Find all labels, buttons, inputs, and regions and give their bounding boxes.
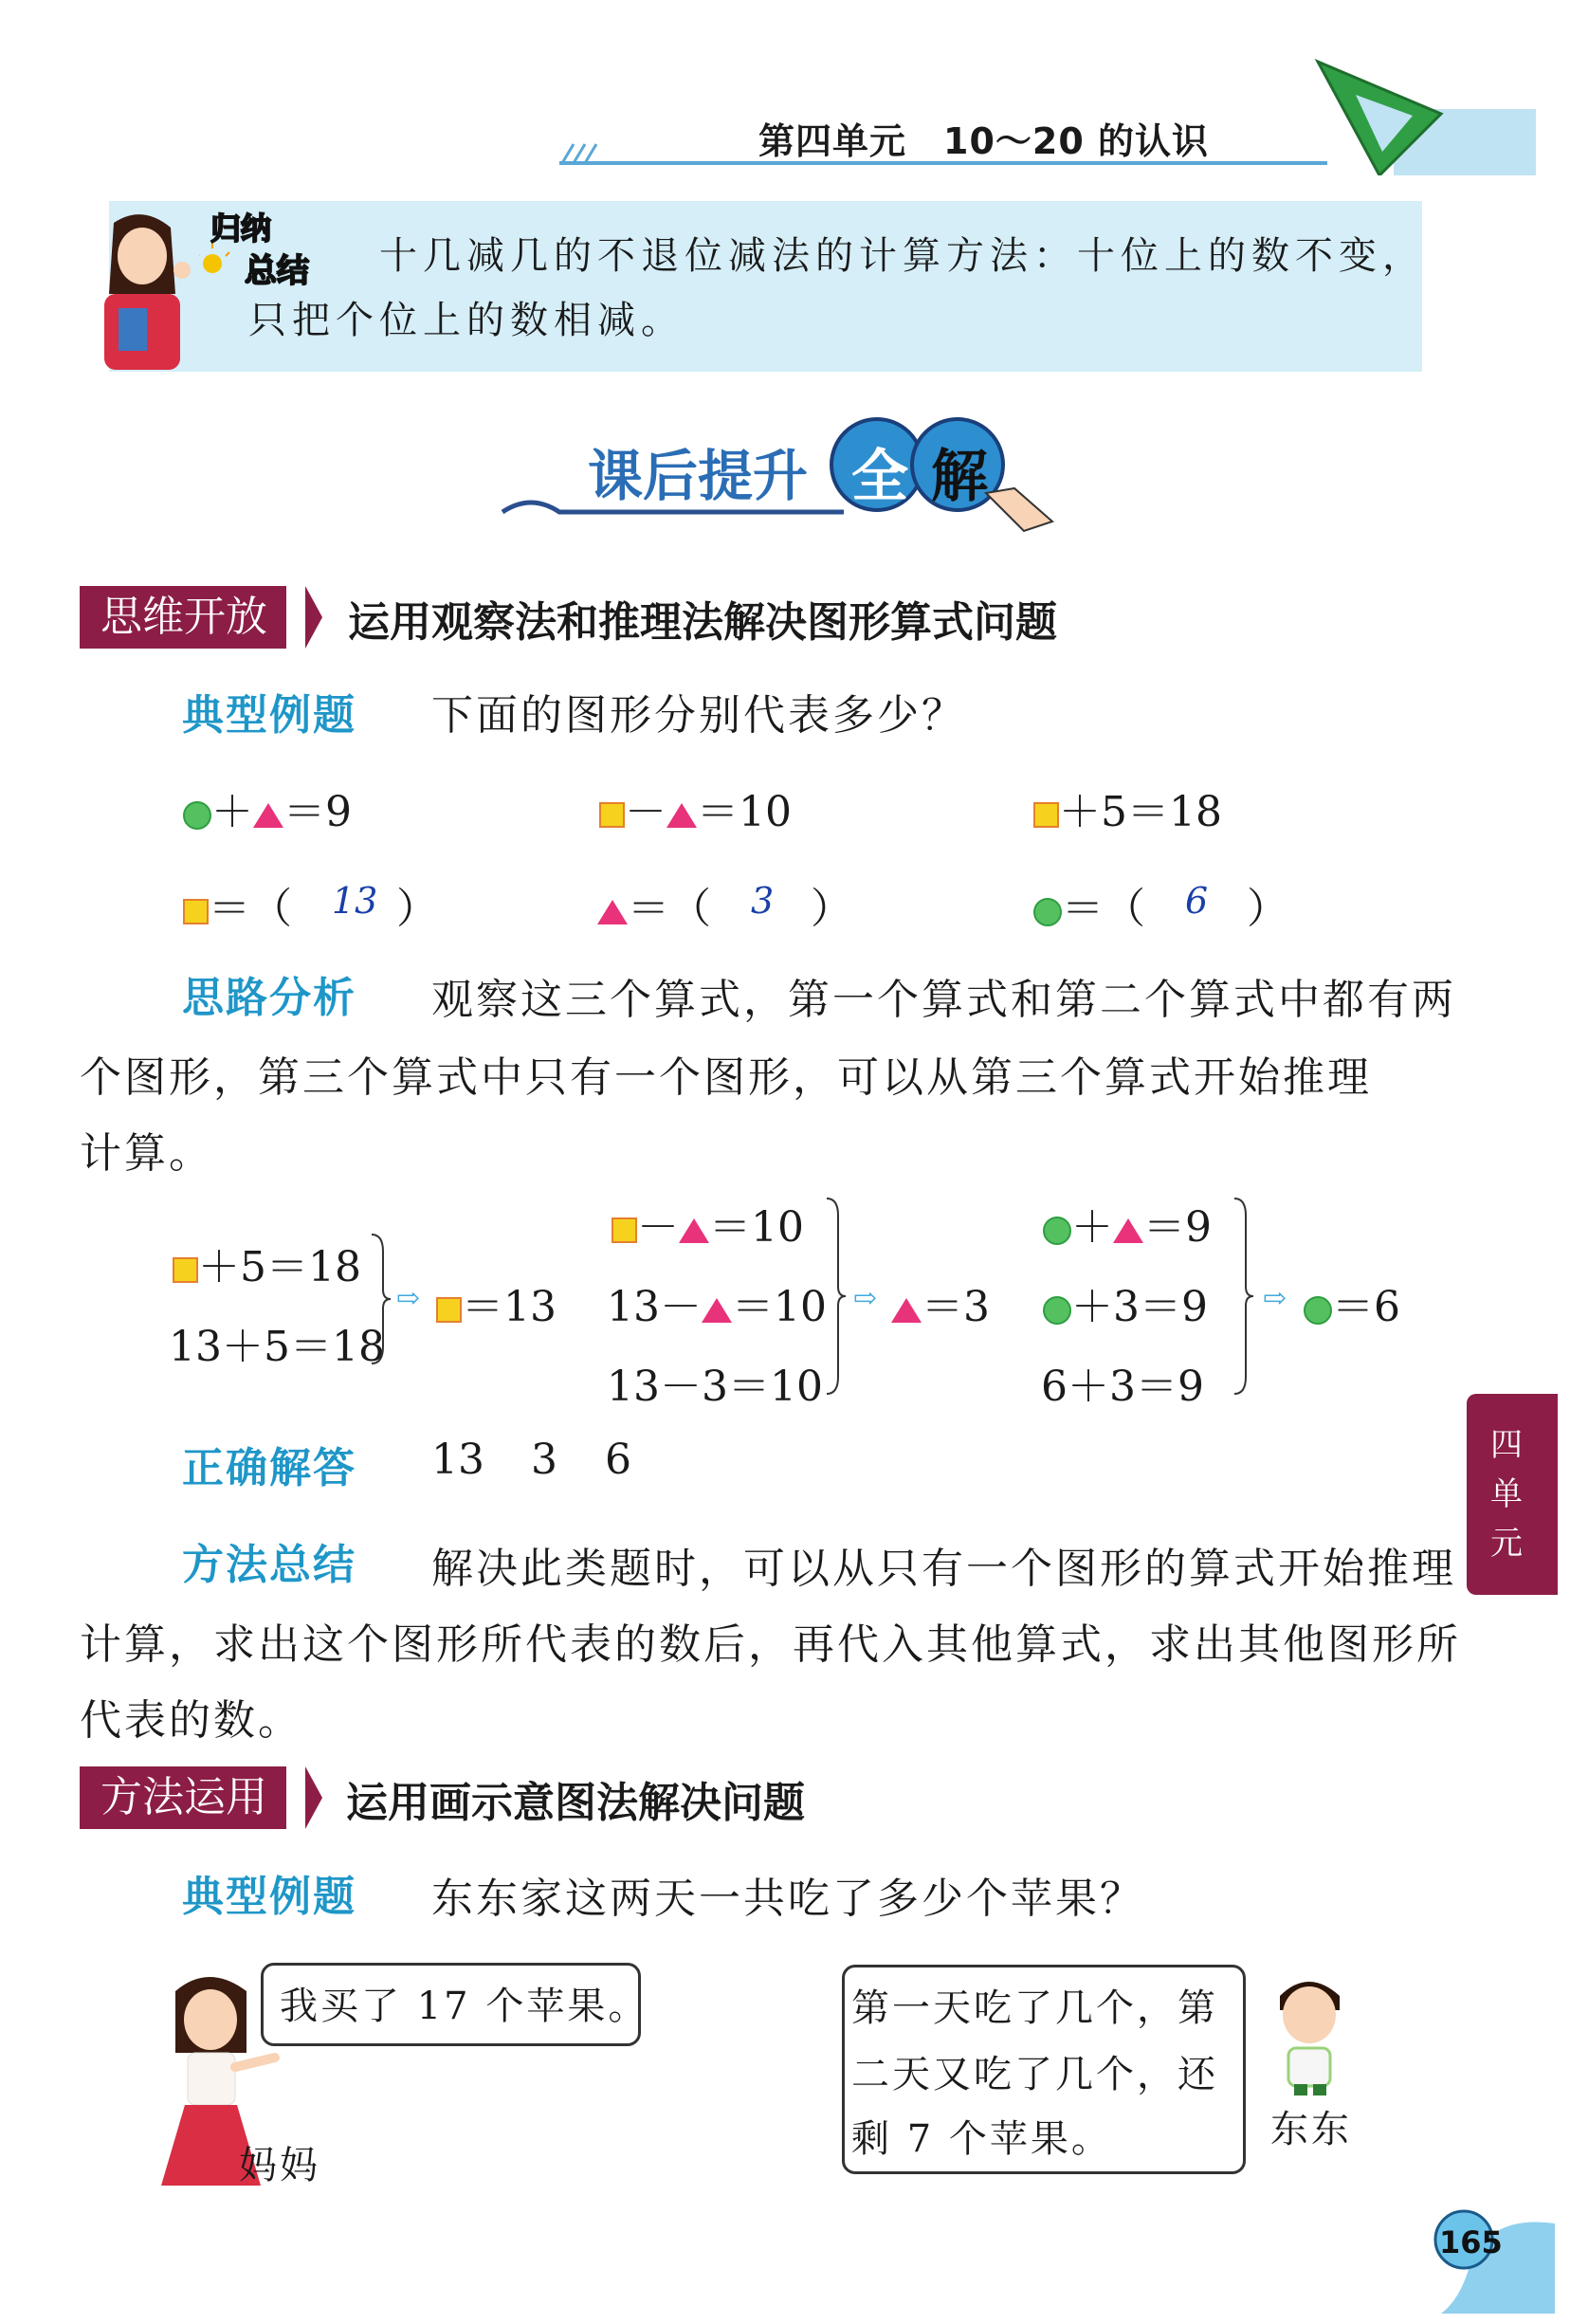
example-label-1: 典型例题 bbox=[182, 691, 356, 740]
analysis-label: 思路分析 bbox=[182, 974, 356, 1022]
summary-badge-line2: 总结 bbox=[245, 252, 309, 290]
side-tab-char-3: 元 bbox=[1490, 1525, 1523, 1563]
derivation-a-result: ＝13 bbox=[436, 1272, 557, 1333]
answer-circle-value: 6 bbox=[1185, 880, 1209, 922]
triangle-shape bbox=[666, 803, 697, 828]
example-question-1: 下面的图形分别代表多少？ bbox=[431, 691, 966, 740]
analysis-line3: 计算。 bbox=[80, 1129, 213, 1178]
answer-value-3: 6 bbox=[605, 1436, 631, 1484]
derivation-c-result: ＝6 bbox=[1304, 1272, 1400, 1333]
equation-3: ＋5＝18 bbox=[1033, 778, 1222, 838]
derivation-a-line2: 13＋5＝18 bbox=[169, 1323, 385, 1371]
derivation-b-result: ＝3 bbox=[891, 1272, 990, 1333]
method-label: 方法总结 bbox=[182, 1541, 356, 1589]
implies-arrow-icon: ⇨ bbox=[1263, 1282, 1287, 1315]
analysis-line1: 观察这三个算式，第一个算式和第二个算式中都有两 bbox=[431, 976, 1456, 1024]
square-shape bbox=[173, 1257, 198, 1283]
side-tab-char-2: 单 bbox=[1490, 1475, 1523, 1513]
mom-speech-text: 我买了 17 个苹果。 bbox=[280, 1985, 649, 2028]
answer-circle: ＝（ bbox=[1033, 874, 1145, 935]
brace-a bbox=[370, 1233, 392, 1365]
header-hatch-decoration bbox=[557, 142, 614, 163]
section-title-1: 运用观察法和推理法解决图形算式问题 bbox=[348, 598, 1057, 647]
derivation-c-line2: ＋3＝9 bbox=[1043, 1272, 1208, 1333]
analysis-line2: 个图形，第三个算式中只有一个图形，可以从第三个算式开始推理 bbox=[80, 1053, 1372, 1102]
boy-name-label: 东东 bbox=[1270, 2108, 1352, 2151]
section-tag-method: 方法运用 bbox=[80, 1766, 286, 1829]
summary-text-line1: 十几减几的不退位减法的计算方法：十位上的数不变， bbox=[379, 234, 1426, 278]
triangle-shape bbox=[253, 803, 283, 828]
mom-name-label: 妈妈 bbox=[239, 2144, 320, 2187]
boy-speech-line3: 剩 7 个苹果。 bbox=[851, 2117, 1112, 2161]
answer-triangle-value: 3 bbox=[751, 880, 775, 922]
triangle-shape bbox=[597, 900, 628, 924]
circle-shape bbox=[183, 801, 211, 830]
summary-badge-line1: 归纳 bbox=[210, 210, 272, 247]
derivation-c-line1: ＋ ＝9 bbox=[1043, 1193, 1212, 1253]
derivation-c-line3: 6＋3＝9 bbox=[1041, 1363, 1204, 1411]
circle-shape bbox=[1033, 898, 1062, 926]
answer-square-value: 13 bbox=[332, 880, 378, 922]
equation-2: － ＝10 bbox=[599, 778, 792, 838]
answer-square-close: ） bbox=[396, 885, 438, 933]
triangle-shape bbox=[1113, 1218, 1143, 1243]
section-title-2: 运用画示意图法解决问题 bbox=[346, 1779, 805, 1827]
answer-square: ＝（ bbox=[183, 874, 292, 935]
boy-illustration bbox=[1266, 1972, 1351, 2095]
example-label-2: 典型例题 bbox=[182, 1873, 356, 1921]
derivation-b-line1: － ＝10 bbox=[612, 1193, 804, 1253]
set-square-icon bbox=[1299, 57, 1536, 175]
example-question-2: 东东家这两天一共吃了多少个苹果？ bbox=[431, 1875, 1144, 1923]
implies-arrow-icon: ⇨ bbox=[853, 1282, 878, 1315]
section-tag-tail bbox=[305, 1766, 322, 1829]
brace-c bbox=[1232, 1197, 1255, 1396]
square-shape bbox=[599, 802, 625, 828]
answer-triangle: ＝（ bbox=[597, 874, 711, 935]
circle-shape bbox=[1043, 1217, 1071, 1245]
circle-shape bbox=[1043, 1296, 1071, 1325]
derivation-a-line1: ＋5＝18 bbox=[173, 1233, 361, 1293]
summary-text-line2: 只把个位上的数相减。 bbox=[248, 299, 685, 342]
square-shape bbox=[1033, 802, 1059, 828]
circle-shape bbox=[1304, 1296, 1332, 1325]
banner-text: 课后提升 bbox=[588, 444, 809, 508]
side-tab-char-1: 四 bbox=[1490, 1426, 1523, 1464]
derivation-b-line3: 13－3＝10 bbox=[607, 1363, 823, 1411]
brace-b bbox=[825, 1197, 848, 1396]
derivation-b-line2: 13－ ＝10 bbox=[607, 1283, 827, 1331]
banner-char-quan: 全 bbox=[851, 444, 908, 510]
boy-speech-line2: 二天又吃了几个，还 bbox=[851, 2053, 1218, 2096]
triangle-shape bbox=[891, 1298, 922, 1323]
square-shape bbox=[183, 899, 209, 924]
boy-speech-line1: 第一天吃了几个，第 bbox=[851, 1986, 1218, 2030]
teacher-girl-illustration bbox=[76, 204, 209, 370]
answer-circle-close: ） bbox=[1247, 885, 1288, 933]
answer-label: 正确解答 bbox=[182, 1444, 356, 1492]
square-shape bbox=[612, 1217, 637, 1243]
section-tag-tail bbox=[305, 586, 322, 649]
triangle-shape bbox=[679, 1218, 709, 1243]
chapter-header-title: 第四单元 10～20 的认识 bbox=[758, 120, 1209, 162]
method-line3: 代表的数。 bbox=[80, 1696, 302, 1745]
method-line2: 计算，求出这个图形所代表的数后，再代入其他算式，求出其他图形所 bbox=[80, 1620, 1461, 1669]
answer-triangle-close: ） bbox=[811, 885, 852, 933]
method-line1: 解决此类题时，可以从只有一个图形的算式开始推理 bbox=[431, 1545, 1456, 1593]
square-shape bbox=[436, 1297, 462, 1323]
section-tag-thinking: 思维开放 bbox=[80, 586, 286, 649]
answer-value-1: 13 bbox=[431, 1436, 484, 1484]
implies-arrow-icon: ⇨ bbox=[396, 1282, 421, 1315]
banner-char-jie: 解 bbox=[931, 444, 988, 510]
equation-1: ＋ ＝9 bbox=[183, 778, 352, 838]
answer-value-2: 3 bbox=[531, 1436, 557, 1484]
page-number: 165 bbox=[1439, 2224, 1503, 2260]
triangle-shape bbox=[702, 1298, 732, 1323]
